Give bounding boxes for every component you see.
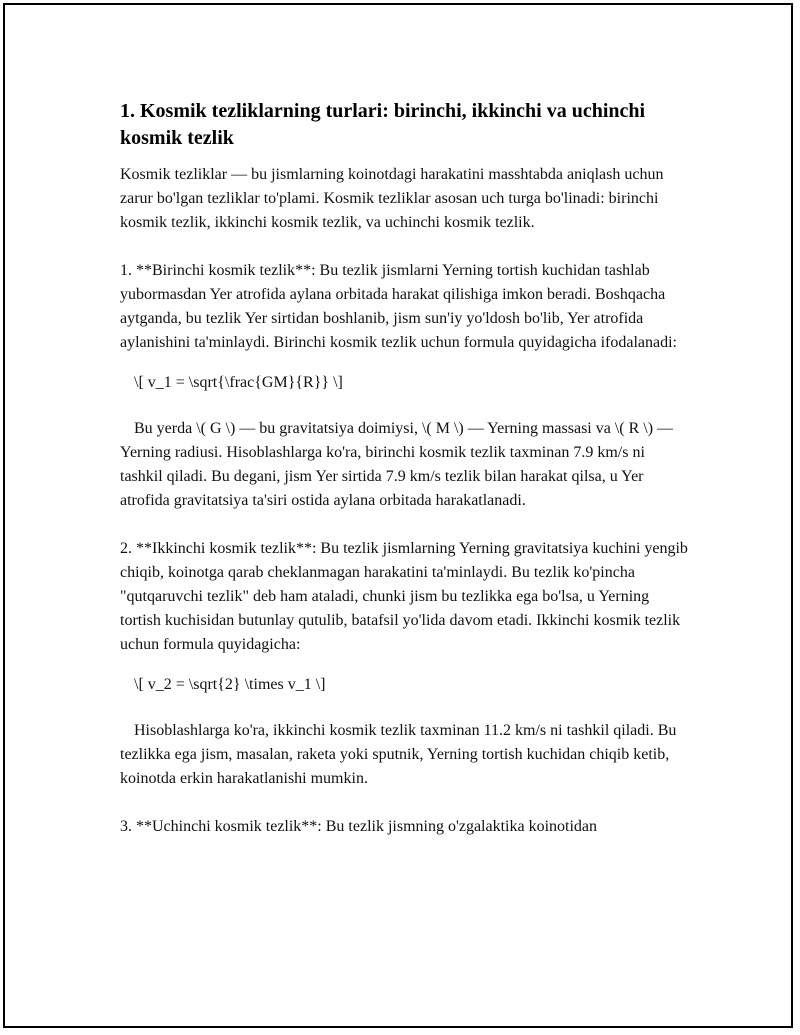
item-3-paragraph: 3. **Uchinchi kosmik tezlik**: Bu tezlik jismning o'zgalaktika koinotidan <box>120 818 598 835</box>
document-body <box>120 98 690 839</box>
item-2-explanation: Hisoblashlarga ko'ra, ikkinchi kosmik tezlik taxminan 11.2 km/s ni tashkil qiladi. Bu tezlikka ega jism, masalan, raketa yoki sputnik, Yerning tortish kuchidan chiqib ketib, koinotda erkin harakatlanishi mumkin. <box>120 722 677 787</box>
item-2-paragraph: 2. **Ikkinchi kosmik tezlik**: Bu tezlik jismlarning Yerning gravitatsiya kuchini yengib chiqib, koinotga qarab cheklanmagan harakatini ta'minlaydi. Bu tezlik ko'pincha "qutqaruvchi tezlik" deb ham ataladi, chunki jism bu tezlikka ega bo'lsa, u Yerning tortish kuchisidan butunlay qutulib, batafsil yo'lida davom etadi. Ikkinchi kosmik tezlik uchun formula quyidagicha: <box>120 540 688 653</box>
document-page <box>3 3 793 1028</box>
item-1-paragraph: 1. **Birinchi kosmik tezlik**: Bu tezlik jismlarni Yerning tortish kuchidan tashlab yubormasdan Yer atrofida aylana orbitada harakat qilishiga imkon beradi. Boshqacha aytganda, bu tezlik Yer sirtidan boshlanib, jism sun'iy yo'ldosh bo'lib, Yer atrofida aylanishini ta'minlaydi. Birinchi kosmik tezlik uchun formula quyidagicha ifodalanadi: <box>120 262 677 351</box>
item-1-explanation: Bu yerda \( G \) — bu gravitatsiya doimiysi, \( M \) — Yerning massasi va \( R \) — Yerning radiusi. Hisoblashlarga ko'ra, birinchi kosmik tezlik taxminan 7.9 km/s ni tashkil qiladi. Bu degani, jism Yer sirtida 7.9 km/s tezlik bilan harakat qilsa, u Yer atrofida gravitatsiya ta'siri ostida aylana orbitada harakatlanadi. <box>120 420 674 509</box>
item-1-formula: \[ v_1 = \sqrt{\frac{GM}{R}} \] <box>134 374 343 391</box>
section-heading: 1. Kosmik tezliklarning turlari: birinchi, ikkinchi va uchinchi kosmik tezlik <box>120 100 646 149</box>
intro-paragraph: Kosmik tezliklar — bu jismlarning koinotdagi harakatini masshtabda aniqlash uchun zarur bo'lgan tezliklar to'plami. Kosmik tezliklar asosan uch turga bo'linadi: birinchi kosmik tezlik, ikkinchi kosmik tezlik, va uchinchi kosmik tezlik. <box>120 166 664 231</box>
item-2-formula: \[ v_2 = \sqrt{2} \times v_1 \] <box>134 676 326 693</box>
